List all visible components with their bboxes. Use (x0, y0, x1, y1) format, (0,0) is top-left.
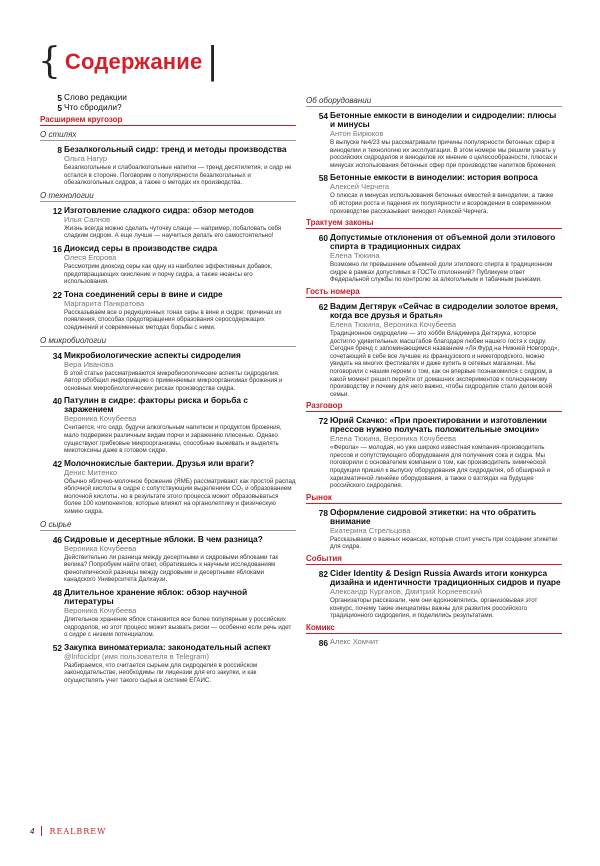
article-author: Алексей Черчега (330, 182, 390, 192)
article-title[interactable]: Что сбродили? (64, 102, 122, 112)
toc-entry[interactable] (306, 302, 562, 398)
article-author: Илья Салнов (64, 214, 111, 224)
toc-entry[interactable] (40, 244, 296, 286)
subsection-heading: О стилях (40, 130, 296, 141)
page-ref: 5 (57, 103, 62, 113)
toc-entry[interactable] (306, 111, 562, 169)
toc-entry[interactable] (40, 290, 296, 332)
page-ref: 72 (318, 416, 328, 427)
page-ref: 82 (318, 569, 328, 580)
article-author: Александр Курганов, Дмитрий Корнеевский (330, 587, 483, 597)
article-description: В выпуске №4/23 мы рассматривали причины популярности бетонных сфер в виноделии и технологию их эксплуатации. В этом номере мы решили узнать у российских сидроделов и виноделов их мнение о целесообразности, плюсах и минусах использования бетонных сфер при производстве напитков брожения. (330, 139, 558, 169)
article-description: Безалкогольные и слабоалкогольные напитки — тренд десятилетия, и сидр не остался в стороне. Поговорим о популярности безалкогольных и обезалкогольных сидров, а также о методах их производства. (64, 164, 292, 187)
page-ref: 58 (318, 173, 328, 184)
article-author: Антон Бирюков (330, 129, 384, 138)
toc-entry[interactable] (40, 93, 296, 102)
article-description: Считается, что сидр, будучи алкогольным напитком и продуктом брожения, мало подвержен различным видам порчи и заражению плесенью. Однако существуют грибковые микроорганизмы, способные выживать и выделять микотоксины даже в готовом сидре. (64, 424, 282, 455)
article-title[interactable]: Оформление сидровой этикетки: на что обратить внимание (330, 506, 537, 526)
toc-entry[interactable] (40, 588, 296, 639)
page-number: 4 (30, 826, 35, 836)
article-author: Вера Иванова (64, 359, 114, 369)
article-title[interactable]: Cider Identity & Design Russia Awards итоги конкурса дизайна и идентичности традиционных сидров и пуаре (330, 568, 561, 588)
page-ref: 8 (57, 145, 62, 155)
article-title[interactable]: Юрий Скачко: «При проектировании и изготовлении прессов нужно получать положительные эмоции» (330, 415, 547, 435)
article-description: Рассказываем о важных нюансах, которые стоит учесть при создании этикетки для сидра. (330, 535, 558, 551)
page-ref: 42 (52, 458, 62, 469)
page-ref: 5 (57, 93, 62, 103)
article-description: «Ферола» — молодая, но уже широко известная компания-производитель прессов и сопутствующего оборудования для получения сока и сидра. Мы поговорили с основателем компании о том, как производитель химической продукции пришел к выпуску оборудования для сидроделия, об обширной и харизматичной линейке оборудования, а также о взглядах на будущее российского сидроделия. (330, 444, 550, 490)
brand-name: REALBREW (49, 826, 107, 836)
page-header (38, 42, 219, 82)
article-author: Елена Тюкина, Вероника Кочубеева (330, 319, 457, 329)
toc-entry[interactable] (306, 416, 562, 490)
article-author: Екатерина Стрельцова (330, 525, 411, 535)
toc-entry[interactable] (40, 535, 296, 584)
article-description: Обычно яблочно-молочное брожение (ЯМБ) рассматривают как простой распад яблочной кислоты в сидре с сопутствующим выделением CO₂ и образованием молочной кислоты, но в результате этого процесса может образовываться более 100 компонентов, которые влияют на органолептику и физическую химию сидра. (64, 477, 296, 516)
page-title: Содержание (64, 49, 203, 74)
article-author: @lnfocidpr (имя пользователя в Telegram) (64, 651, 210, 661)
article-description: Разбираемся, что считается сырьем для сидроделия в российском законодательстве, необходимы ли лицензии для его закупки, и как осуществлять учет такого сырья в системе ЕГАИС. (64, 661, 258, 684)
page-ref: 62 (318, 301, 328, 312)
toc-entry[interactable] (306, 233, 562, 284)
footer-divider (41, 826, 42, 836)
article-description: Организаторы рассказали, чем они вдохновлялись, организовывая этот конкурс, почему такие инициативы важны для развития российского традиционного сидроделия, и поделились результатами. (330, 597, 538, 620)
toc-entry[interactable] (40, 396, 296, 454)
toc-entry[interactable] (306, 173, 562, 215)
toc-entry[interactable] (40, 459, 296, 516)
article-title[interactable]: Слово редакции (64, 92, 127, 102)
article-title[interactable]: Допустимые отклонения от объемной доли этилового спирта в традиционных сидрах (330, 232, 556, 252)
section-heading: Комикс (306, 623, 562, 634)
section-heading: Гость номера (306, 287, 562, 298)
article-author: Алекс Хомчит (330, 636, 379, 646)
page-footer (30, 826, 106, 836)
article-title[interactable]: Безалкогольный сидр: тренд и методы производства (64, 144, 287, 154)
toc-entry[interactable] (40, 145, 296, 187)
page-ref: 40 (52, 396, 62, 407)
article-author: Вероника Кочубеева (64, 543, 137, 553)
article-title[interactable]: Закупка виноматериала: законодательный аспект (64, 641, 272, 652)
page-ref: 86 (318, 637, 328, 648)
toc-entry[interactable] (40, 643, 296, 685)
section-heading: События (306, 554, 562, 565)
article-author: Ольга Нагур (64, 154, 108, 163)
article-description: В этой статье рассматриваются микробиологические аспекты сидроделия. Автор обобщил информацию о применяемых микроорганизмах брожения и основных микробиологических рисках производства сидра. (64, 369, 283, 392)
article-description: Традиционное сидроделие — это хобби Владимира Дегтярука, которое достигло удивительных масштабов благодаря любви нашего гостя к сидру. Сегодня бренд с запоминающимся названием «Ля Фурд на Нижней Новгород», сочетающий в себе все лучшее из французского и нижегородского, можно увидеть на многих фестивалях и даже купить в сетевых магазинах. Мы поговорили с нашим героем о том, как он впервые познакомился с сидром, в какой момент решил перейти от домашних экспериментов к полноценному производству и почему для него важно, чтобы сидроделие стало делом всей семьи. (330, 329, 560, 398)
page-ref: 34 (52, 350, 62, 361)
article-title[interactable]: Изготовление сладкого сидра: обзор методов (64, 204, 254, 215)
section-heading: Трактуем законы (306, 218, 562, 229)
right-column (306, 92, 562, 646)
page-ref: 78 (318, 507, 328, 518)
toc-entry[interactable] (40, 351, 296, 393)
article-author: Олеся Егорова (64, 252, 117, 262)
article-description: Рассказываем все о редукционных тонах серы в вине и сидре: причинах их появления, способах предотвращения образования серосодержащих соединений и современных методах борьбы с ними. (64, 308, 282, 331)
article-title[interactable]: Молочнокислые бактерии. Друзья или враги? (64, 457, 255, 468)
page-ref: 12 (52, 205, 62, 216)
page-ref: 46 (52, 534, 62, 545)
page-ref: 22 (52, 289, 62, 300)
article-author: Елена Тюкина, Вероника Кочубеева (330, 434, 457, 444)
article-author: Маргарита Панкратова (64, 298, 145, 308)
toc-entry[interactable] (306, 638, 562, 646)
article-title[interactable]: Сидровые и десертные яблоки. В чем разница? (64, 533, 263, 544)
toc-entry[interactable] (306, 508, 562, 551)
article-title[interactable]: Длительное хранение яблок: обзор научной литературы (64, 587, 248, 607)
section-heading: Рынок (306, 493, 562, 504)
article-title[interactable]: Бетонные емкости в виноделии и сидроделии: плюсы и минусы (330, 110, 557, 129)
article-title[interactable]: Микробиологические аспекты сидроделия (64, 349, 241, 360)
section-heading: Расширяем кругозор (40, 115, 296, 126)
article-title[interactable]: Вадим Дегтярук «Сейчас в сидроделии золотое время, когда все друзья и братья» (330, 300, 558, 320)
article-author: Вероника Кочубеева (64, 606, 137, 616)
article-title[interactable]: Диоксид серы в производстве сидра (64, 242, 218, 253)
left-column (40, 92, 296, 685)
page-ref: 60 (318, 233, 328, 244)
subsection-heading: Об оборудовании (306, 96, 562, 107)
toc-entry[interactable] (306, 569, 562, 620)
article-author: Вероника Кочубеева (64, 414, 137, 424)
bracket-open: { (38, 41, 61, 82)
article-title[interactable]: Патулин в сидре: факторы риска и борьба с заражением (64, 395, 248, 415)
section-heading: Разговор (306, 401, 562, 412)
article-description: Длительное хранение яблок становится все более популярным у российских сидроделов, но этот процесс может вызвать риски — особенно если речь идет о сидре с низким потенциалом. (64, 616, 292, 639)
article-description: Рассмотрим диоксид серы как одну из наиболее эффективных добавок, предотвращающих окисление и порчу сидра, а также нюансы его использования. (64, 262, 273, 286)
subsection-heading: О сырье (40, 520, 296, 531)
article-description: Действительно ли разница между десертными и сидровыми яблоками так велика? Попробуем найти ответ, обратившись к научным исследованиям фенотипической разницы между сидровыми и десертными яблоками канадского Университета Далхаузи. (64, 553, 279, 584)
page-ref: 16 (52, 243, 62, 254)
article-description: Жизнь всегда можно сделать чуточку слаще — например, побаловать себя сладким сидром. А еще лучше — научиться делать его самостоятельно! (64, 224, 282, 240)
article-description: О плюсах и минусах использования бетонных емкостей в виноделии, а также об истории роста и падения их популярности и возрождении в современном производстве рассказывает винодел Алексей Черчега. (330, 192, 554, 215)
page-ref: 54 (318, 111, 328, 121)
article-description: Возможно ли превышение объемной доли этилового спирта в традиционном сидре в рамках допустимых в ГОСТе отклонений? Публикуем ответ Федеральной службы по контролю за алкогольным и табачным рынками. (330, 261, 553, 284)
toc-entry[interactable] (40, 206, 296, 240)
toc-entry[interactable] (40, 103, 296, 112)
page-ref: 52 (52, 642, 62, 653)
article-title[interactable]: Бетонные емкости в виноделии: история вопроса (330, 172, 538, 183)
subsection-heading: О технологии (40, 191, 296, 202)
article-title[interactable]: Тона соединений серы в вине и сидре (64, 288, 223, 299)
article-author: Елена Тюкина (330, 251, 380, 261)
subsection-heading: О микробиологии (40, 336, 296, 347)
bracket-close: | (206, 41, 219, 82)
article-author: Денис Митенко (64, 467, 118, 477)
page-ref: 48 (52, 588, 62, 599)
